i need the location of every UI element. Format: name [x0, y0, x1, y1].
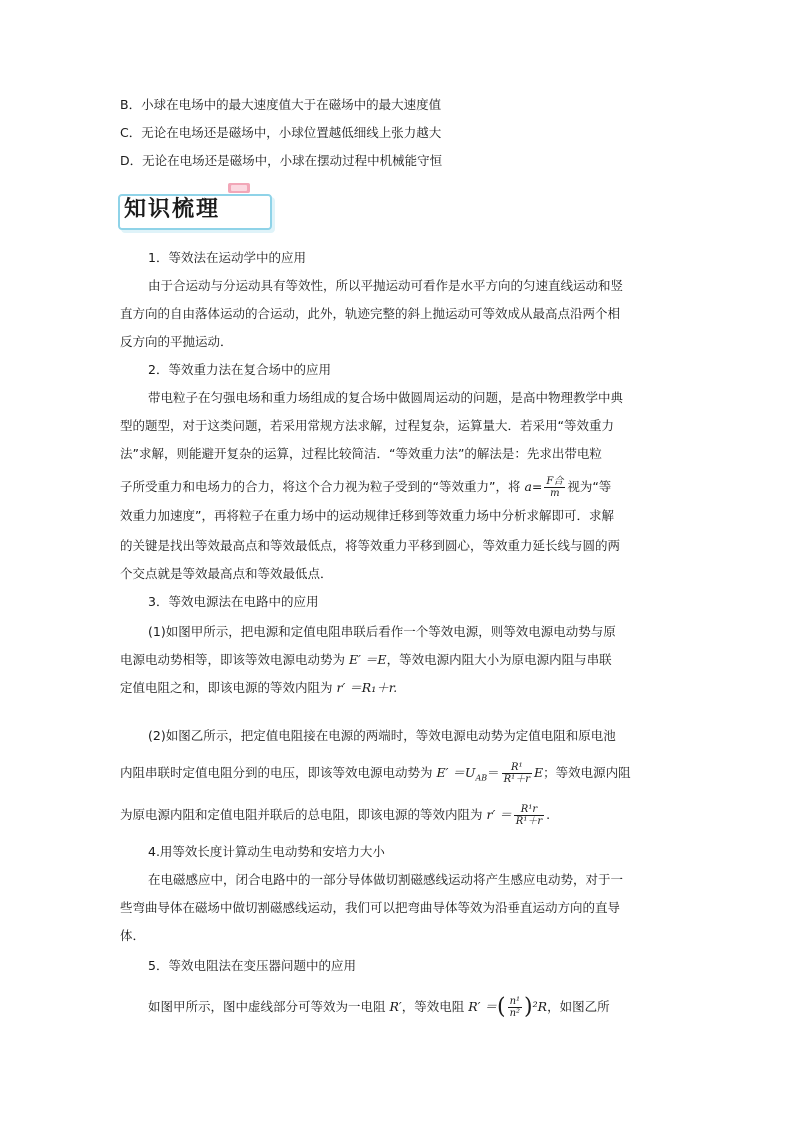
equivalent-resistor-symbol: R′: [389, 999, 402, 1014]
s5-line-1: [148, 996, 610, 1019]
s3-p2-line-3: [120, 804, 550, 827]
fraction-denominator: n²: [509, 1008, 521, 1019]
emf-equation: E′ ＝E: [349, 652, 387, 667]
section-title: 知识梳理: [124, 196, 221, 222]
emf-equation-2: E′ ＝U: [436, 765, 476, 780]
s1-line-2: 直方向的自由落体运动的合运动，此外，轨迹完整的斜上抛运动可等效成从最高点沿两个相: [120, 306, 621, 321]
emf-subscript: AB: [475, 773, 488, 783]
left-paren: (: [496, 994, 506, 1020]
s2-line-4: [120, 476, 611, 499]
option-d: D．无论在电场还是磁场中，小球在摆动过程中机械能守恒: [120, 153, 443, 168]
s3-p2-line-1: (2)如图乙所示，把定值电阻接在电源的两端时，等效电源电动势为定值电阻和原电池: [148, 728, 616, 743]
voltage-divider-fraction: [502, 762, 532, 785]
fraction-denominator: R¹＋r: [515, 816, 543, 827]
equals-sign: =: [531, 479, 543, 494]
s5-line-1-text-b: ，等效电阻: [401, 999, 465, 1014]
resistance-tail: ²R: [532, 999, 548, 1014]
s3-p1-line-3-text-a: 定值电阻之和，即该电源的等效内阻为: [120, 680, 333, 695]
s2-line-4-text-a: 子所受重力和电场力的合力，将这个合力视为粒子受到的“等效重力”，将: [120, 479, 521, 494]
option-c: C．无论在电场还是磁场中，小球位置越低细线上张力越大: [120, 125, 442, 140]
acceleration-symbol: a: [524, 479, 532, 494]
sentence-period: .: [546, 807, 551, 822]
s3-heading: 3．等效电源法在电路中的应用: [148, 594, 319, 609]
fraction-denominator: m: [544, 487, 565, 499]
s2-line-5: 效重力加速度”，再将粒子在重力场中的运动规律迁移到等效重力场中分析求解即可．求解: [120, 508, 614, 523]
parallel-resistance-equation: r′ ＝: [486, 807, 512, 822]
s1-heading: 1．等效法在运动学中的应用: [148, 250, 306, 265]
s1-line-1: 由于合运动与分运动具有等效性，所以平抛运动可看作是水平方向的匀速直线运动和竖: [148, 278, 624, 293]
s3-p2-line-2-text-a: 内阻串联时定值电阻分到的电压，即该等效电源电动势为: [120, 765, 433, 780]
s4-line-1: 在电磁感应中，闭合电路中的一部分导体做切割磁感线运动将产生感应电动势，对于一: [148, 872, 624, 887]
s2-heading: 2．等效重力法在复合场中的应用: [148, 362, 331, 377]
turns-ratio-fraction: [508, 996, 522, 1019]
s4-line-3: 体．: [120, 928, 146, 943]
s3-p1-line-3: [120, 680, 397, 696]
s2-line-6: 的关键是找出等效最高点和等效最低点，将等效重力平移到圆心，等效重力延长线与圆的两: [120, 538, 621, 553]
paper-clip-icon: [226, 180, 252, 196]
s4-heading: 4.用等效长度计算动生电动势和安培力大小: [148, 844, 385, 859]
s5-line-1-text-c: ，如图乙所: [547, 999, 610, 1014]
s2-line-4-text-b: 视为“等: [567, 479, 612, 494]
fraction-numerator: n¹: [509, 996, 521, 1007]
s5-heading: 5．等效电阻法在变压器问题中的应用: [148, 958, 356, 973]
s2-line-3: 法”求解，则能避开复杂的运算，过程比较简洁．“等效重力法”的解法是：先求出带电粒: [120, 446, 602, 461]
s3-p2-line-3-text-a: 为原电源内阻和定值电阻并联后的总电阻，即该电源的等效内阻为: [120, 807, 483, 822]
equivalent-resistance-equation: R′ ＝: [468, 999, 497, 1014]
gravity-fraction: [544, 476, 565, 499]
equals-sign-2: ＝: [487, 765, 500, 780]
s3-p1-line-2-text-a: 电源电动势相等，即该等效电源电动势为: [120, 652, 346, 667]
internal-resistance-equation: r′ ＝R₁＋r.: [336, 680, 398, 695]
fraction-numerator: R¹r: [520, 804, 538, 815]
emf-symbol: E: [533, 765, 544, 780]
s3-p2-line-2-text-b: ；等效电源内阻: [543, 765, 631, 780]
fraction-numerator: R¹: [511, 762, 523, 773]
s2-line-1: 带电粒子在匀强电场和重力场组成的复合场中做圆周运动的问题，是高中物理教学中典: [148, 390, 624, 405]
s2-line-2: 型的题型，对于这类问题，若采用常规方法求解，过程复杂，运算量大．若采用“等效重力: [120, 418, 614, 433]
s2-line-7: 个交点就是等效最高点和等效最低点．: [120, 566, 333, 581]
s3-p2-line-2: [120, 762, 631, 785]
s3-p1-line-2: [120, 652, 612, 668]
fraction-numerator: F合: [546, 476, 564, 487]
s5-line-1-text-a: 如图甲所示，图中虚线部分可等效为一电阻: [148, 999, 386, 1014]
section-banner: [114, 190, 272, 230]
fraction-denominator: R¹＋r: [503, 774, 530, 785]
s3-p1-line-1: (1)如图甲所示，把电源和定值电阻串联后看作一个等效电源，则等效电源电动势与原: [148, 624, 616, 639]
s1-line-3: 反方向的平抛运动．: [120, 334, 233, 349]
parallel-resistance-fraction: [514, 804, 544, 827]
right-paren: ): [524, 994, 533, 1020]
s3-p1-line-2-text-b: ，等效电源内阻大小为原电源内阻与串联: [386, 652, 612, 667]
s4-line-2: 些弯曲导体在磁场中做切割磁感线运动，我们可以把弯曲导体等效为沿垂直运动方向的直导: [120, 900, 621, 915]
option-b: B．小球在电场中的最大速度值大于在磁场中的最大速度值: [120, 97, 442, 112]
